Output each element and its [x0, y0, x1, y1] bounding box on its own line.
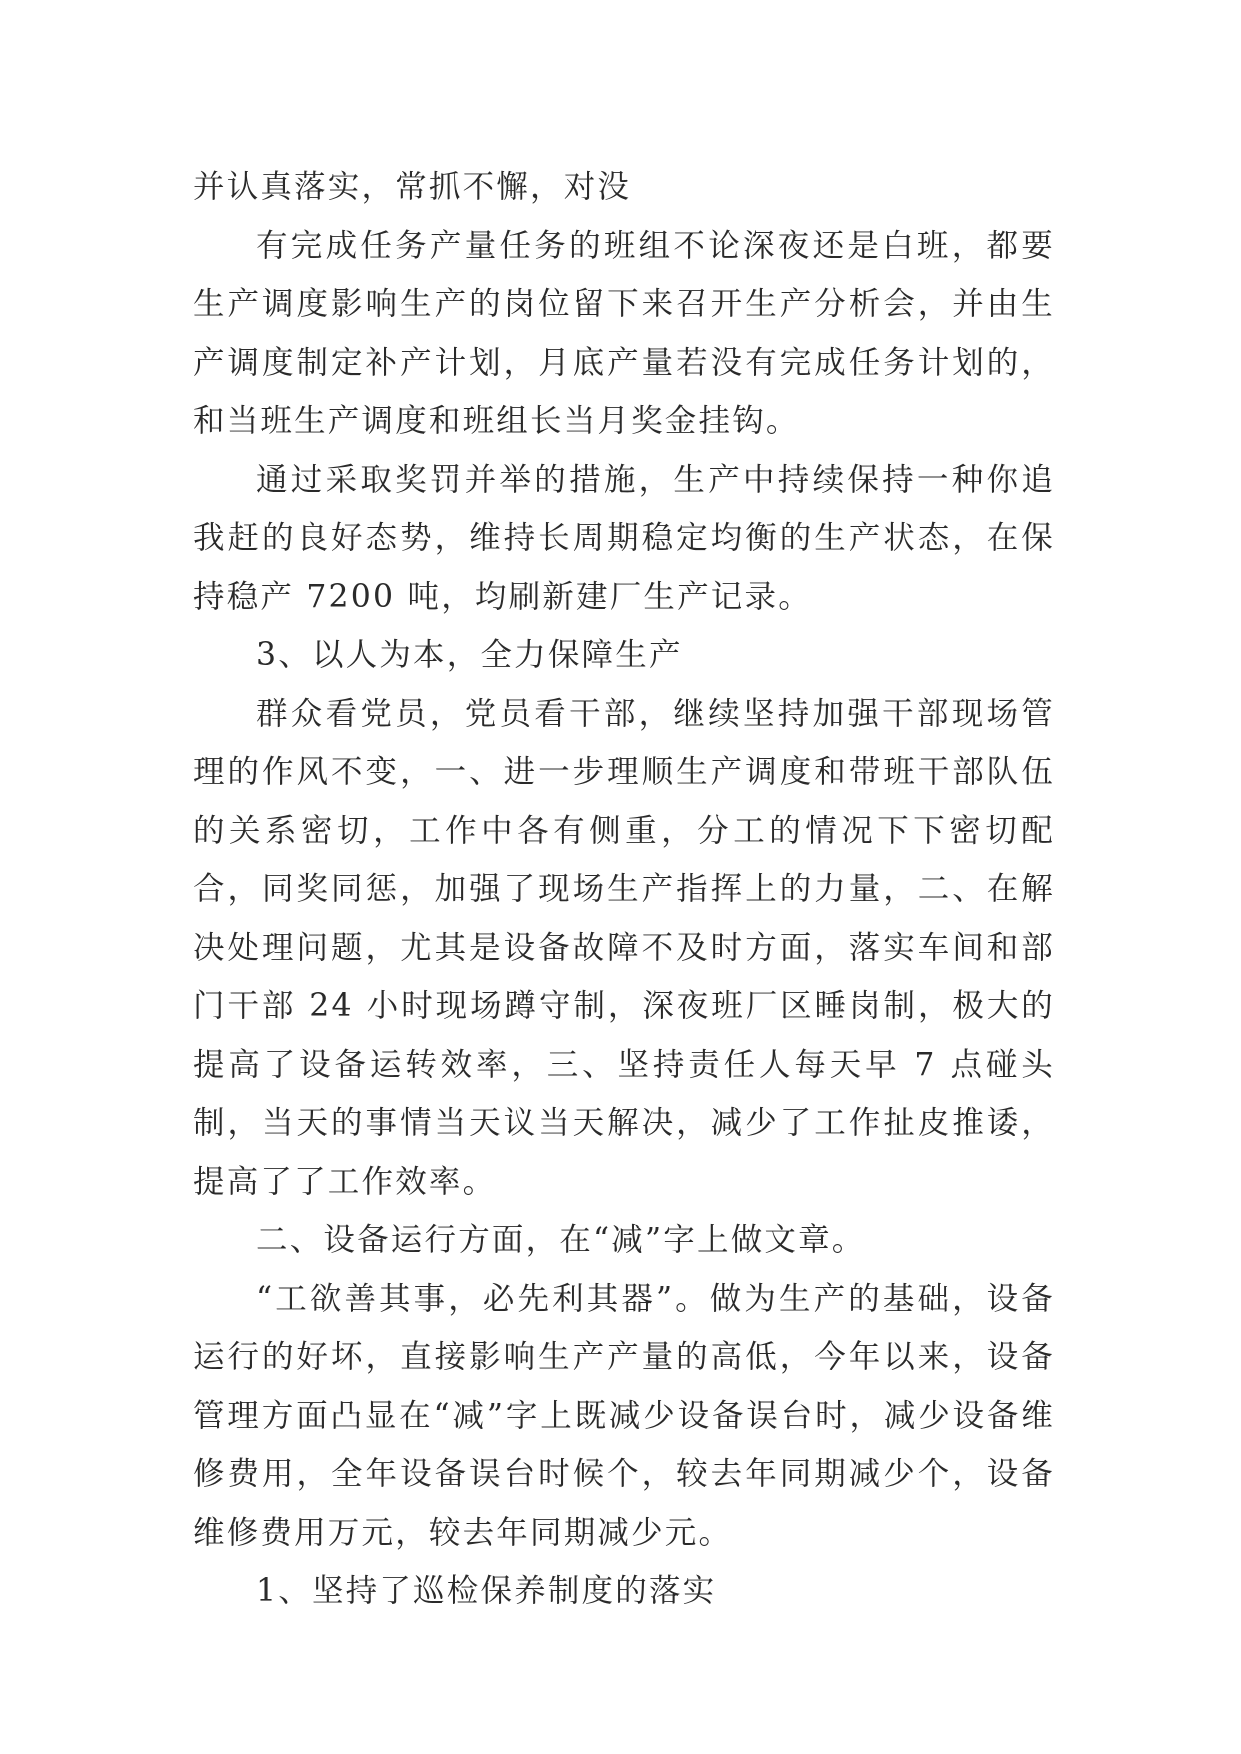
heading-people-oriented: 3、以人为本，全力保障生产: [256, 637, 683, 673]
heading-equipment-operation: 二、设备运行方面，在“减”字上做文章。: [256, 1222, 866, 1258]
paragraph-equipment-management: “工欲善其事，必先利其器”。做为生产的基础，设备运行的好坏，直接影响生产产量的高低，今年以来，设备管理方面凸显在“减”字上既减少设备误台时，减少设备维修费用，全年设备误台时候个，较去年同期减少个，设备维修费用万元，较去年同期减少元。: [193, 1280, 1055, 1551]
paragraph-cadre-management: 群众看党员，党员看干部，继续坚持加强干部现场管理的作风不变，一、进一步理顺生产调度和带班干部队伍的关系密切，工作中各有侧重，分工的情况下下密切配合，同奖同惩，加强了现场生产指挥上的力量，二、在解决处理问题，尤其是设备故障不及时方面，落实车间和部门干部 24 小时现场蹲守制，深夜班厂区睡岗制，极大的提高了设备运转效率，三、坚持责任人每天早 7 点碰头制，当天的事情当天议当天解决，减少了工作扯皮推诿，提高了了工作效率。: [193, 695, 1055, 1200]
paragraph-rewards-penalties: 通过采取奖罚并举的措施，生产中持续保持一种你追我赶的良好态势，维持长周期稳定均衡的生产状态，在保持稳产 7200 吨，均刷新建厂生产记录。: [193, 461, 1055, 615]
heading-inspection-maintenance: 1、坚持了巡检保养制度的落实: [256, 1573, 717, 1609]
paragraph-continuation: 并认真落实，常抓不懈，对没: [193, 169, 632, 205]
document-body: [193, 158, 1055, 1621]
paragraph-production-meeting: 有完成任务产量任务的班组不论深夜还是白班，都要生产调度影响生产的岗位留下来召开生产分析会，并由生产调度制定补产计划，月底产量若没有完成任务计划的，和当班生产调度和班组长当月奖金挂钩。: [193, 227, 1055, 439]
